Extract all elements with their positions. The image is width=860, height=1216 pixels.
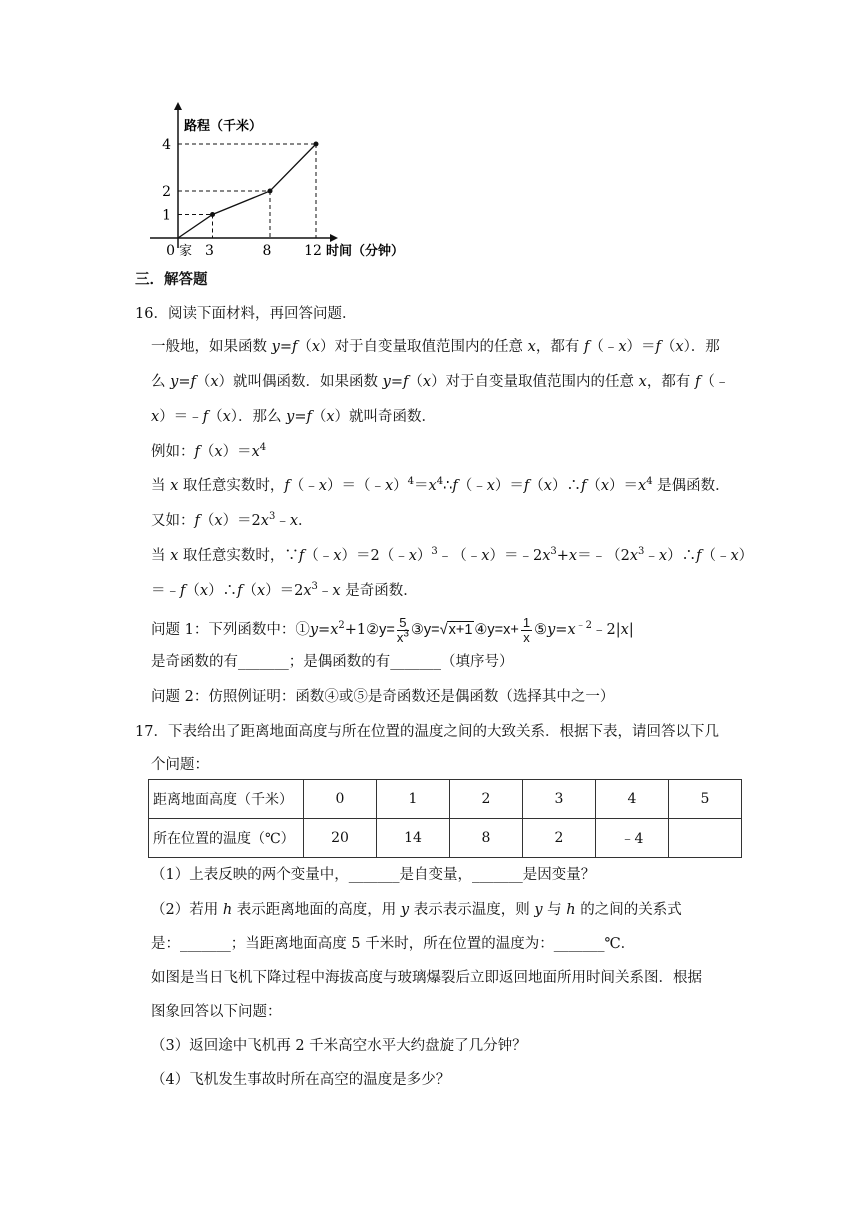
origin-label: 家 [179, 244, 193, 259]
data-point [268, 189, 273, 194]
q16-para-line3: x）＝﹣f（x）．那么 y=f（x）就叫奇函数． [151, 409, 437, 425]
q17-sub4: （4）飞机发生事故时所在高空的温度是多少？ [151, 1072, 451, 1088]
height-temperature-table [148, 779, 742, 858]
x-axis-arrow [330, 234, 338, 242]
table-cell: 8 [450, 819, 523, 858]
table-cell: 5 [669, 780, 742, 819]
distance-time-chart [140, 100, 500, 260]
q17-sub1: （1）上表反映的两个变量中，_______是自变量，_______是因变量？ [151, 867, 596, 883]
q16-problem1: 问题 1：下列函数中：$①y=x^2+1②y=$ $\frac{5}{x^3}$ ③y=√x+1 ④y=x+ $\frac{1}{x}$ $⑤y=x^{﹣2}﹣2|x|$ [151, 614, 634, 645]
y-axis-arrow [174, 102, 182, 110]
x-tick-label: 3 [205, 243, 214, 259]
sqrt-symbol: √ [439, 622, 448, 638]
q17-figure-intro-cont: 图象回答以下问题： [151, 1004, 282, 1020]
table-cell: ﹣4 [596, 819, 669, 858]
table-header-cell: 距离地面高度（千米） [149, 780, 304, 819]
q16-example2-conclusion: $=﹣f(x)\therefore f(x)=2x^3﹣x$ 是奇函数． [151, 581, 418, 599]
y-axis-label: 路程（千米） [184, 119, 263, 134]
x-tick-label: 0 [166, 243, 175, 259]
table-cell: 3 [523, 780, 596, 819]
table-cell: 2 [523, 819, 596, 858]
fraction-5-over-x3: $\frac{5}{x^3}$ [396, 614, 409, 645]
q16-para-line2: 么 y=f（x）就叫偶函数．如果函数 y=f（x）对于自变量取值范围内的任意 x，都有 f（﹣ [151, 374, 730, 390]
q16-title: 16．阅读下面材料，再回答问题． [135, 306, 357, 322]
q16-example1-proof: 当 x 取任意实数时，$f(﹣x)=(﹣x)^4=x^4\therefore f(﹣x)=f(x)\therefore f(x)=x^4$ 是偶函数． [151, 476, 730, 494]
table-cell: 20 [304, 819, 377, 858]
table-header-cell: 所在位置的温度（℃） [149, 819, 304, 858]
q17-title: 17．下表给出了距离地面高度与所在位置的温度之间的大致关系．根据下表，请回答以下几 [135, 724, 719, 740]
data-point [210, 212, 215, 217]
y-tick-label: 4 [162, 137, 171, 153]
y-tick-label: 2 [162, 184, 171, 200]
q16-example2: 又如：$f(x)=2x^3﹣x$． [151, 511, 313, 529]
q16-para-line1: 一般地，如果函数 y=f（x）对于自变量取值范围内的任意 x，都有 f（﹣x）＝f（x）．那 [151, 339, 720, 355]
section-heading: 三．解答题 [135, 272, 208, 288]
table-row [149, 819, 742, 858]
q17-sub2: （2）若用 h 表示距离地面的高度，用 y 表示表示温度，则 y 与 h 的之间的关系式 [151, 902, 682, 918]
q17-title-cont: 个问题： [151, 757, 209, 773]
table-cell: 4 [596, 780, 669, 819]
q16-example2-proof: 当 x 取任意实数时，$\because f(﹣x)=2(﹣x)^3﹣(﹣x)=﹣2x^3+x=﹣(2x^3﹣x)\therefore f(﹣x)$ [151, 546, 754, 564]
table-cell: 1 [377, 780, 450, 819]
table-cell: 0 [304, 780, 377, 819]
q16-example1: 例如：$f(x)=x^4$ [151, 442, 267, 460]
q17-figure-intro: 如图是当日飞机下降过程中海拔高度与玻璃爆裂后立即返回地面所用时间关系图．根据 [151, 970, 702, 986]
fraction-1-over-x: $\frac{1}{x}$ [522, 614, 531, 645]
series-line [178, 144, 316, 238]
y-tick-label: 1 [162, 207, 171, 224]
q16-problem2: 问题 2：仿照例证明：函数④或⑤是奇函数还是偶函数（选择其中之一） [151, 689, 615, 705]
table-cell: 2 [450, 780, 523, 819]
q17-sub3: （3）返回途中飞机再 2 千米高空水平大约盘旋了几分钟？ [151, 1038, 527, 1054]
table-row [149, 780, 742, 819]
table-cell: 14 [377, 819, 450, 858]
data-point [314, 142, 319, 147]
x-tick-label: 8 [262, 243, 272, 259]
q17-sub2-cont: 是：_______；当距离地面高度 5 千米时，所在位置的温度为：_______℃． [151, 936, 636, 952]
table-cell [669, 819, 742, 858]
x-tick-label: 12 [304, 243, 322, 259]
x-axis-label: 时间（分钟） [326, 244, 405, 259]
q16-problem1-blanks: 是奇函数的有_______；是偶函数的有_______（填序号） [151, 654, 514, 670]
